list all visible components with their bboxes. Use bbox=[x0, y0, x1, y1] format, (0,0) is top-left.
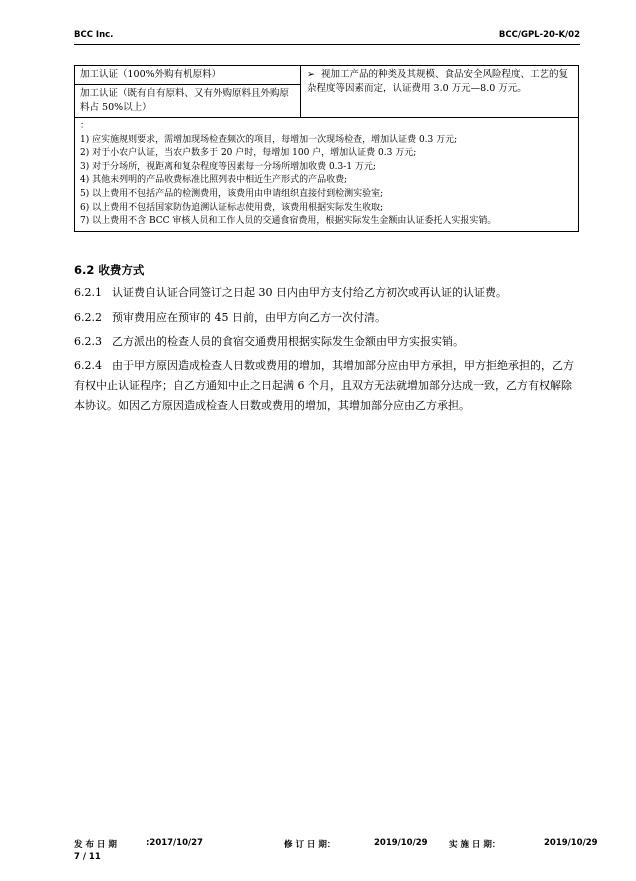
table-row bbox=[75, 118, 579, 232]
fee-table bbox=[74, 65, 579, 232]
table-row bbox=[75, 66, 579, 85]
clause-paragraph bbox=[74, 356, 579, 416]
clause-number: 6.2.2 bbox=[74, 311, 102, 324]
clause-paragraph bbox=[74, 332, 579, 352]
header-divider bbox=[74, 44, 580, 45]
clause-text: 认证费自认证合同签订之日起 30 日内由甲方支付给乙方初次或再认证的认证费。 bbox=[112, 286, 507, 299]
clause-text: 由于甲方原因造成检查人日数或费用的增加，其增加部分应由甲方承担，甲方拒绝承担的，乙方有权中止认证程序；自乙方通知中止之日起满 6 个月，且双方无法就增加部分达成一致，乙方有权解除本协议。如因乙方原因造成检查人日数或费用的增加，其增加部分应由乙方承担。 bbox=[74, 359, 574, 412]
page-number: 7 / 11 bbox=[74, 852, 101, 862]
document-code: BCC/GPL-20-K/02 bbox=[498, 30, 580, 40]
implement-date-label: 实 施 日 期： bbox=[449, 840, 501, 850]
clause-number: 6.2.3 bbox=[74, 335, 102, 348]
fee-description: 视加工产品的种类及其规模、食品安全风险程度、工艺的复杂程度等因素而定，认证费用 3.0 万元—8.0 万元。 bbox=[307, 69, 569, 94]
note-item: 2) 对于小农户认证，当农户数多于 20 户时，每增加 100 户，增加认证费 0.3 万元; bbox=[80, 148, 417, 159]
clause-number: 6.2.4 bbox=[74, 359, 102, 372]
note-item: 3) 对于分场所，视距离和复杂程度等因素每一分场所增加收费 0.3-1 万元; bbox=[80, 161, 376, 172]
clause-text: 预审费用应在预审的 45 日前，由甲方向乙方一次付清。 bbox=[112, 311, 386, 324]
fee-category-label: 加工认证（既有自有原料、又有外购原料且外购原料占 50%以上） bbox=[80, 88, 290, 113]
clause-paragraph bbox=[74, 308, 579, 328]
clause-paragraph bbox=[74, 283, 579, 303]
section-title: 6.2 收费方式 bbox=[74, 263, 145, 277]
notes-cell bbox=[75, 118, 579, 232]
fee-category-label: 加工认证（100%外购有机原料） bbox=[80, 69, 222, 80]
clause-number: 6.2.1 bbox=[74, 286, 102, 299]
note-item: 7) 以上费用不含 BCC 审核人员和工作人员的交通食宿费用，根据实际发生金额由认证委托人实报实销。 bbox=[80, 216, 497, 227]
clause-text: 乙方派出的检查人员的食宿交通费用根据实际发生金额由甲方实报实销。 bbox=[112, 335, 464, 348]
implement-date: 2019/10/29 bbox=[544, 838, 598, 848]
note-item: 5) 以上费用不包括产品的检测费用，该费用由申请组织直接付到检测实验室; bbox=[80, 188, 384, 199]
company-name: BCC Inc. bbox=[74, 30, 114, 40]
note-item: 6) 以上费用不包括国家防伪追溯认证标志使用费，该费用根据实际发生收取; bbox=[80, 202, 384, 213]
notes-heading: ： bbox=[80, 121, 90, 131]
revise-date-label: 修 订 日 期： bbox=[284, 840, 336, 850]
revise-date: 2019/10/29 bbox=[374, 838, 428, 848]
fee-description-cell bbox=[301, 66, 579, 118]
page-header bbox=[74, 30, 580, 42]
arrow-bullet-icon: ➢ bbox=[307, 69, 315, 80]
fee-category-cell bbox=[75, 85, 301, 118]
note-item: 1) 应实施规则要求，需增加现场检查频次的项目，每增加一次现场检查，增加认证费 0.3 万元; bbox=[80, 134, 458, 145]
issue-date: :2017/10/27 bbox=[146, 838, 203, 848]
fee-category-cell bbox=[75, 66, 301, 85]
note-item: 4) 其他未列明的产品收费标准比照列表中相近生产形式的产品收费; bbox=[80, 175, 348, 186]
issue-date-label: 发 布 日 期 bbox=[74, 840, 117, 850]
